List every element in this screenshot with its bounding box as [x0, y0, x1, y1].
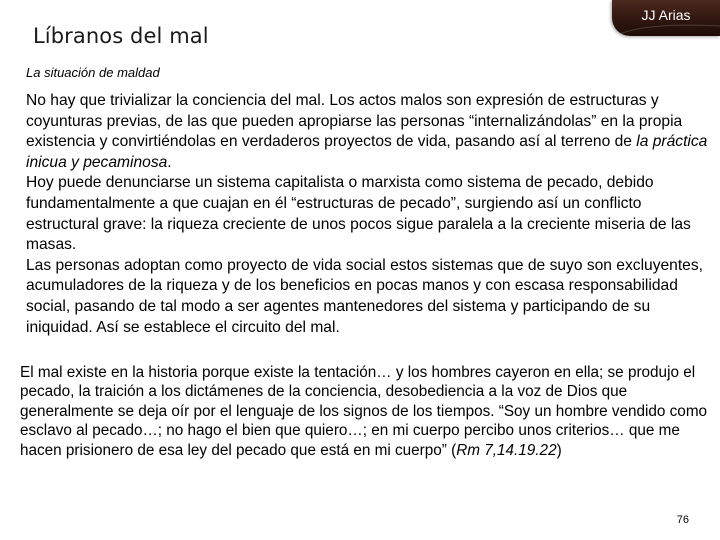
page-number: 76: [676, 514, 689, 526]
paragraph-1-end: .: [167, 153, 172, 171]
paragraph-4-text: El mal existe en la historia porque existe la tentación… y los hombres cayeron en ella; se produjo el pecado, la traición a los dictámenes de la conciencia, desobediencia a la voz de Dios que generalmente se deja oír por el lenguaje de los signos de los tiempos. “Soy un hombre vendido como esclavo al pecado…; no hago el bien que quiero…; en mi cuerpo percibo unos criterios… que me hacen prisionero de esa ley del pecado que está en mi cuerpo” (: [20, 364, 708, 459]
slide-title: Líbranos del mal: [33, 24, 209, 48]
paragraph-4: [20, 363, 714, 460]
scripture-citation: Rm 7,14.19.22: [456, 441, 557, 459]
paragraph-4-end: ): [556, 441, 562, 459]
main-text-block: [26, 91, 710, 338]
paragraph-1: [26, 91, 710, 173]
brand-label: JJ Arias: [641, 7, 691, 23]
paragraph-1-italic: la práctica inicua y pecaminosa: [26, 133, 708, 171]
section-subtitle: La situación de maldad: [26, 65, 160, 80]
paragraph-1-text: No hay que trivializar la conciencia del mal. Los actos malos son expresión de estructuras y coyunturas previas, de las que pueden apropiarse las personas “internalizándolas” en la propia existencia y convirtiéndolas en verdaderos proyectos de vida, pasando así al terreno de: [26, 92, 683, 151]
secondary-text-block: [20, 363, 714, 460]
paragraph-2: Hoy puede denunciarse un sistema capitalista o marxista como sistema de pecado, debido fundamentalmente a que cuajan en él “estructuras de pecado”, surgiendo así un conflicto estructural grave: la riqueza creciente de unos pocos sigue paralela a la creciente miseria de las masas.: [26, 174, 691, 254]
paragraph-3: Las personas adoptan como proyecto de vida social estos sistemas que de suyo son excluyentes, acumuladores de la riqueza y de los beneficios en pocas manos y con escasa responsabilidad social, pasando de tal modo a ser agentes mantenedores del sistema y participando de su iniquidad. Así se establece el circuito del mal.: [26, 256, 703, 336]
brand-tab: [612, 0, 720, 36]
